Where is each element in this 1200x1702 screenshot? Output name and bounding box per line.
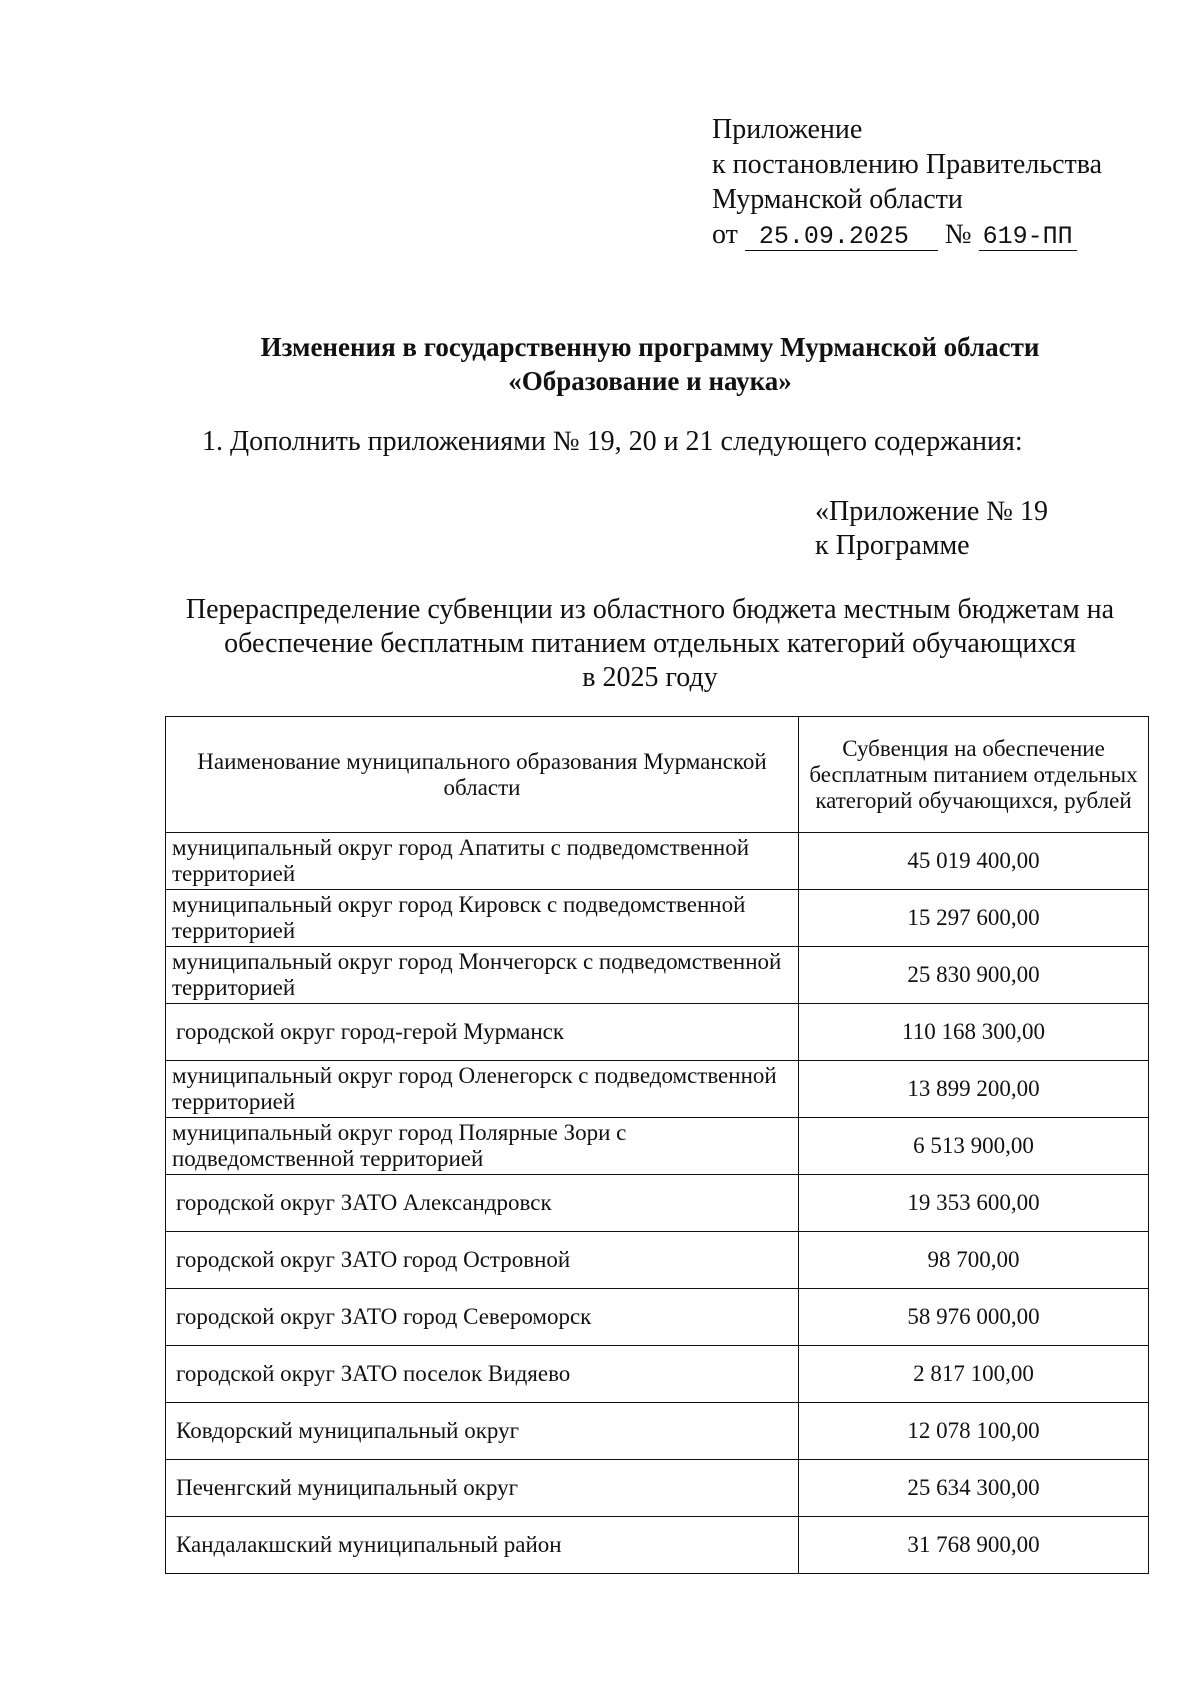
table-row <box>166 1403 1149 1460</box>
document-title <box>0 330 1200 398</box>
approval-line-3: Мурманской области <box>712 184 963 215</box>
table-row <box>166 1232 1149 1289</box>
subvention-amount: 98 700,00 <box>799 1232 1149 1289</box>
subtitle-line-1: Перераспределение субвенции из областного бюджета местным бюджетам на <box>185 594 1115 625</box>
municipality-name: муниципальный округ город Полярные Зори с подведомственной территорией <box>166 1118 799 1175</box>
subtitle-line-3: в 2025 году <box>582 662 718 693</box>
approval-block <box>712 112 1102 252</box>
annex-line-2: к Программе <box>815 530 970 561</box>
municipality-name: городской округ ЗАТО поселок Видяево <box>166 1346 799 1403</box>
subvention-amount: 15 297 600,00 <box>799 890 1149 947</box>
table-row <box>166 890 1149 947</box>
subvention-amount: 25 634 300,00 <box>799 1460 1149 1517</box>
municipality-name: Кандалакшский муниципальный район <box>166 1517 799 1574</box>
number-prefix: № <box>944 219 972 250</box>
subtitle-line-2: обеспечение бесплатным питанием отдельных категорий обучающихся <box>224 628 1076 659</box>
municipality-name: городской округ ЗАТО город Островной <box>166 1232 799 1289</box>
municipality-name: муниципальный округ город Мончегорск с подведомственной территорией <box>166 947 799 1004</box>
date-prefix: от <box>712 219 738 250</box>
approval-date: 25.09.2025 <box>745 224 938 251</box>
subvention-amount: 25 830 900,00 <box>799 947 1149 1004</box>
subvention-amount: 19 353 600,00 <box>799 1175 1149 1232</box>
table-row <box>166 1118 1149 1175</box>
approval-line-1: Приложение <box>712 114 863 145</box>
item-1: 1. Дополнить приложениями № 19, 20 и 21 следующего содержания: <box>202 426 1023 457</box>
table-row <box>166 1460 1149 1517</box>
municipality-name: муниципальный округ город Апатиты с подведомственной территорией <box>166 833 799 890</box>
municipality-name: городской округ город-герой Мурманск <box>166 1004 799 1061</box>
subvention-amount: 45 019 400,00 <box>799 833 1149 890</box>
table-row <box>166 833 1149 890</box>
table-row <box>166 1517 1149 1574</box>
municipality-name: муниципальный округ город Кировск с подведомственной территорией <box>166 890 799 947</box>
title-line-2: «Образование и наука» <box>508 366 792 396</box>
municipality-name: городской округ ЗАТО Александровск <box>166 1175 799 1232</box>
table-row <box>166 1061 1149 1118</box>
table-row <box>166 1346 1149 1403</box>
municipality-name: муниципальный округ город Оленегорск с подведомственной территорией <box>166 1061 799 1118</box>
municipality-name: Печенгский муниципальный округ <box>166 1460 799 1517</box>
header-subvention: Субвенция на обеспечение бесплатным питанием отдельных категорий обучающихся, рублей <box>799 717 1149 833</box>
table-row <box>166 1004 1149 1061</box>
header-municipality: Наименование муниципального образования Мурманской области <box>166 717 799 833</box>
subvention-amount: 6 513 900,00 <box>799 1118 1149 1175</box>
table-header-row <box>166 717 1149 833</box>
title-line-1: Изменения в государственную программу Мурманской области <box>260 332 1040 362</box>
table-row <box>166 1289 1149 1346</box>
table-row <box>166 1175 1149 1232</box>
subvention-amount: 58 976 000,00 <box>799 1289 1149 1346</box>
annex-header <box>815 495 1048 563</box>
subvention-table <box>165 716 1149 1574</box>
subvention-amount: 2 817 100,00 <box>799 1346 1149 1403</box>
subvention-amount: 110 168 300,00 <box>799 1004 1149 1061</box>
subvention-amount: 13 899 200,00 <box>799 1061 1149 1118</box>
approval-date-line <box>712 217 1102 252</box>
subvention-amount: 31 768 900,00 <box>799 1517 1149 1574</box>
approval-number: 619-ПП <box>979 224 1077 251</box>
table-row <box>166 947 1149 1004</box>
subvention-amount: 12 078 100,00 <box>799 1403 1149 1460</box>
annex-line-1: «Приложение № 19 <box>815 496 1048 527</box>
table-title <box>160 593 1140 695</box>
municipality-name: городской округ ЗАТО город Североморск <box>166 1289 799 1346</box>
approval-line-2: к постановлению Правительства <box>712 149 1103 180</box>
municipality-name: Ковдорский муниципальный округ <box>166 1403 799 1460</box>
